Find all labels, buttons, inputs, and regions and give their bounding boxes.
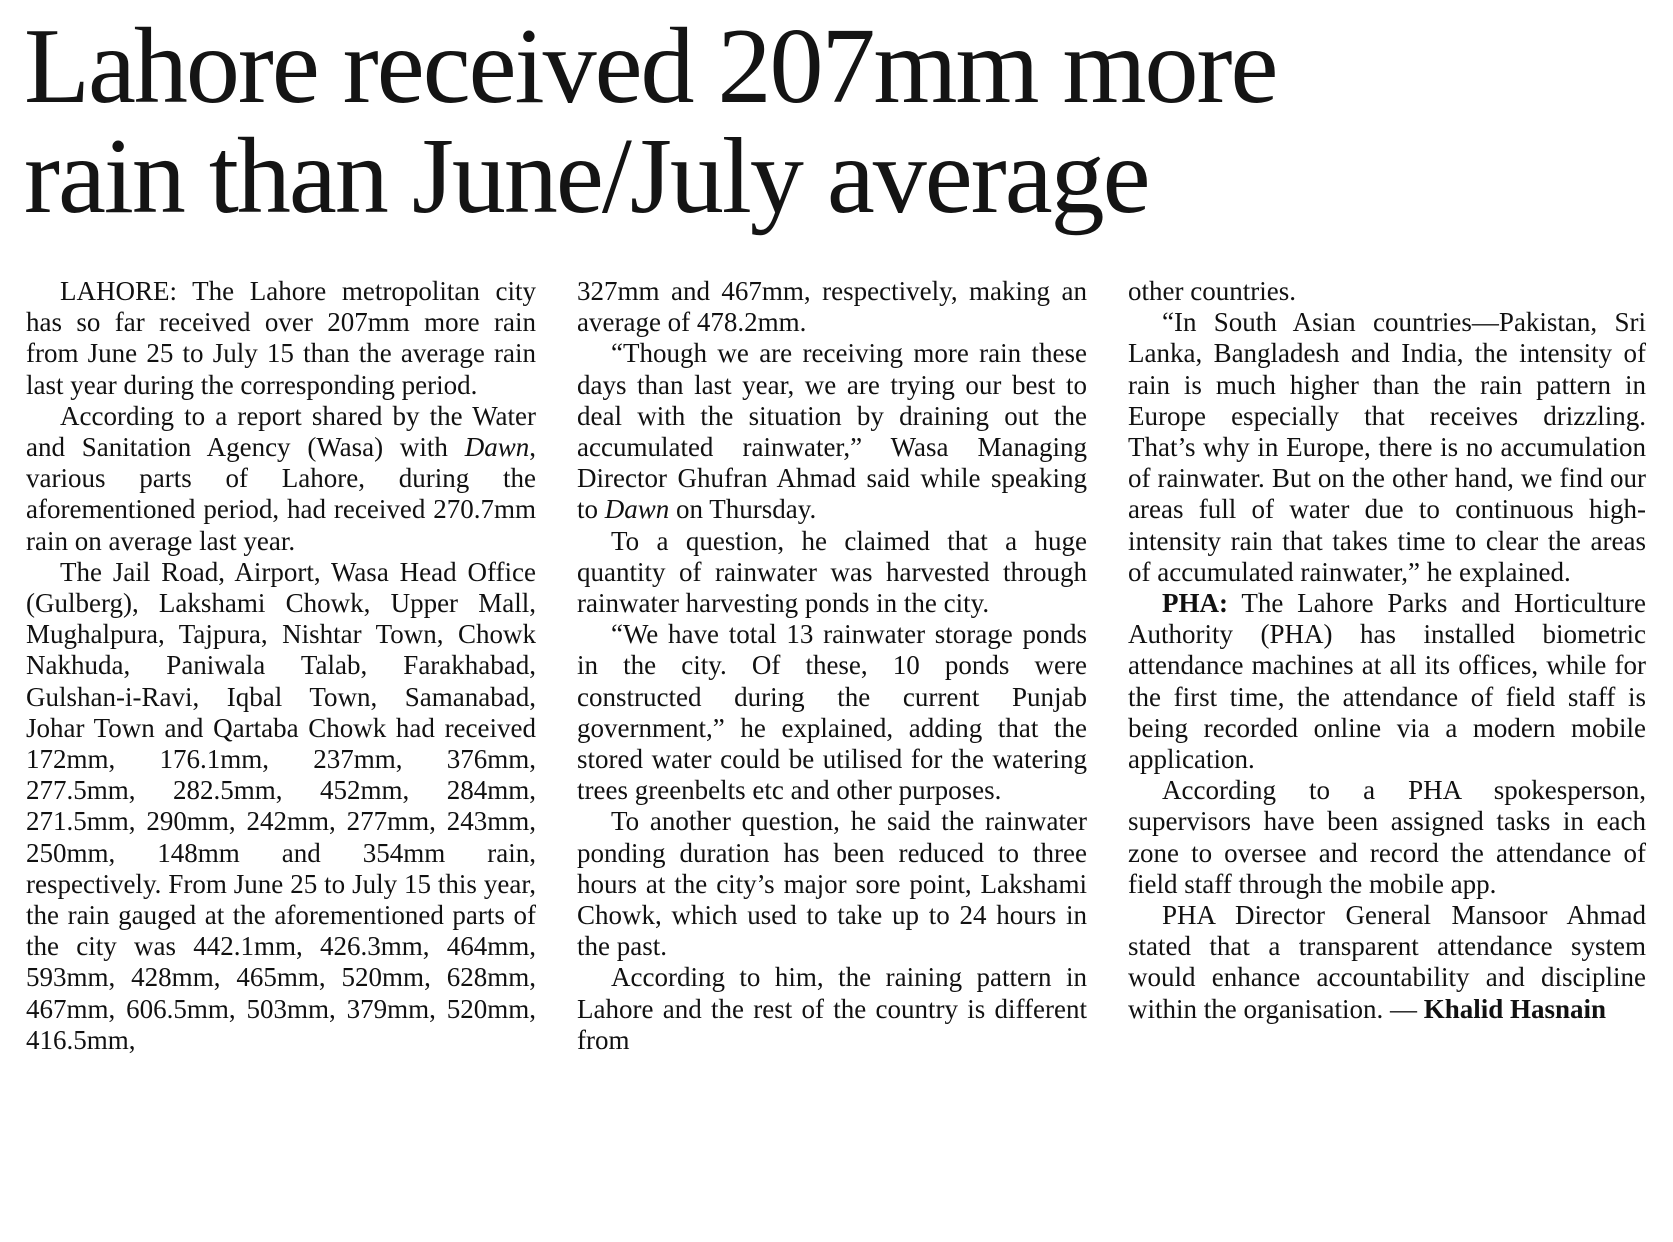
paragraph-7: To another question, he said the rainwater ponding duration has been reduced to three hours at the city’s major sore point, Lakshami Chowk, which used to take up to 24 hours in the past. — [577, 806, 1087, 962]
paragraph-2-text-b: , various parts of Lahore, during the aforementioned period, had received 270.7mm rain on average last year. — [26, 432, 536, 556]
paragraph-5: To a question, he claimed that a huge quantity of rainwater was harvested through rainwater harvesting ponds in the city. — [577, 525, 1087, 619]
paragraph-8-continued: other countries. — [1128, 276, 1296, 306]
paragraph-3-continued: 327mm and 467mm, respectively, making an average of 478.2mm. — [577, 276, 1087, 338]
headline — [24, 7, 1644, 236]
section-label-pha: PHA: — [1162, 588, 1228, 619]
paragraph-10-text: The Lahore Parks and Horticulture Authority (PHA) has installed biometric attendance machines at all its offices, while for the first time, the attendance of field staff is being recorded online via a modern mobile application. — [1128, 588, 1646, 775]
article-column-3 — [1128, 276, 1646, 1025]
paragraph-6: “We have total 13 rainwater storage ponds in the city. Of these, 10 ponds were constructed during the current Punjab government,” he explained, adding that the stored water could be utilised for the watering trees greenbelts etc and other purposes. — [577, 619, 1087, 806]
headline-line-1: Lahore received 207mm more — [24, 7, 1277, 126]
paragraph-4-text-a: “Though we are receiving more rain these days than last year, we are trying our best to deal with the situation by draining out the accumulated rainwater,” Wasa Managing Director Ghufran Ahmad said while speaking to — [577, 338, 1087, 525]
headline-line-2: rain than June/July average — [24, 117, 1149, 236]
article-column-1 — [26, 276, 536, 1056]
paragraph-8: According to him, the raining pattern in Lahore and the rest of the country is different from — [577, 962, 1087, 1055]
paragraph-12-text: PHA Director General Mansoor Ahmad stated that a transparent attendance system would enhance accountability and discipline within the organisation. — — [1128, 900, 1646, 1024]
publication-name: Dawn — [604, 494, 670, 525]
paragraph-11: According to a PHA spokesperson, supervisors have been assigned tasks in each zone to oversee and record the attendance of field staff through the mobile app. — [1128, 775, 1646, 899]
article-column-2 — [577, 276, 1087, 1056]
paragraph-3: The Jail Road, Airport, Wasa Head Office (Gulberg), Lakshami Chowk, Upper Mall, Mughalpura, Tajpura, Nishtar Town, Chowk Nakhuda, Paniwala Talab, Farakhabad, Gulshan-i-Ravi, Iqbal Town, Samanabad, Johar Town and Qartaba Chowk had received 172mm, 176.1mm, 237mm, 376mm, 277.5mm, 282.5mm, 452mm, 284mm, 271.5mm, 290mm, 242mm, 277mm, 243mm, 250mm, 148mm and 354mm rain, respectively. From June 25 to July 15 this year, the rain gauged at the aforementioned parts of the city was 442.1mm, 426.3mm, 464mm, 593mm, 428mm, 465mm, 520mm, 628mm, 467mm, 606.5mm, 503mm, 379mm, 520mm, 416.5mm, — [26, 556, 536, 1055]
paragraph-9: “In South Asian countries—Pakistan, Sri Lanka, Bangladesh and India, the intensity of rain is much higher than the rain pattern in Europe especially that receives drizzling. That’s why in Europe, there is no accumulation of rainwater. But on the other hand, we find our areas full of water due to continuous high-intensity rain that takes time to clear the areas of accumulated rainwater,” he explained. — [1128, 307, 1646, 587]
publication-name: Dawn — [464, 432, 530, 463]
paragraph-1-text: The Lahore metropolitan city has so far received over 207mm more rain from June 25 to July 15 than the average rain last year during the corresponding period. — [26, 276, 536, 400]
paragraph-10 — [1128, 588, 1646, 775]
paragraph-2-text-a: According to a report shared by the Water and Sanitation Agency (Wasa) with — [26, 400, 536, 463]
paragraph-12 — [1128, 900, 1646, 1025]
paragraph-2 — [26, 401, 536, 557]
byline: Khalid Hasnain — [1416, 993, 1607, 1024]
paragraph-1 — [26, 276, 536, 401]
dateline: LAHORE: — [60, 276, 177, 306]
paragraph-4 — [577, 338, 1087, 525]
paragraph-4-text-b: on Thursday. — [669, 494, 817, 525]
